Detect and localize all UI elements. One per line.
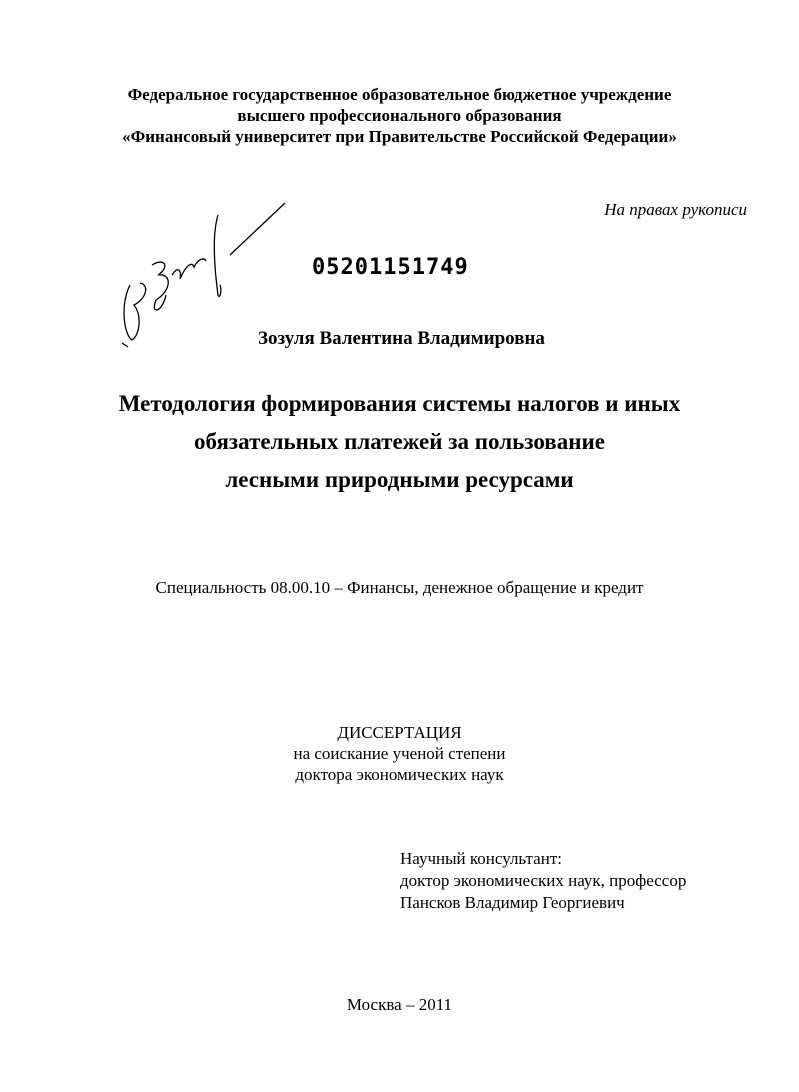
scientific-consultant — [400, 848, 686, 914]
consultant-label: Научный консультант: — [400, 849, 562, 868]
author-name: Зозуля Валентина Владимировна — [258, 328, 545, 349]
title-line-3: лесными природными ресурсами — [225, 467, 574, 492]
header-line-2: высшего профессионального образования — [237, 106, 562, 125]
consultant-degree: доктор экономических наук, профессор — [400, 871, 687, 890]
city-year: Москва – 2011 — [346, 995, 453, 1014]
degree-line-1: на соискание ученой степени — [293, 744, 506, 763]
dissertation-title — [0, 385, 799, 499]
manuscript-note: На правах рукописи — [604, 200, 747, 219]
registration-number: 05201151749 — [312, 255, 469, 280]
title-line-2: обязательных платежей за пользование — [194, 429, 605, 454]
degree-line-2: доктора экономических наук — [295, 765, 504, 784]
header-line-3: «Финансовый университет при Правительстве Российской Федерации» — [122, 127, 677, 146]
dissertation-type — [0, 722, 799, 785]
dissertation-label: ДИССЕРТАЦИЯ — [337, 723, 462, 742]
title-line-1: Методология формирования системы налогов и иных — [118, 391, 681, 416]
specialty: Специальность 08.00.10 – Финансы, денежное обращение и кредит — [155, 578, 644, 597]
header-line-1: Федеральное государственное образовательное бюджетное учреждение — [127, 85, 672, 104]
consultant-name: Пансков Владимир Георгиевич — [400, 893, 625, 912]
institution-header — [0, 84, 799, 147]
